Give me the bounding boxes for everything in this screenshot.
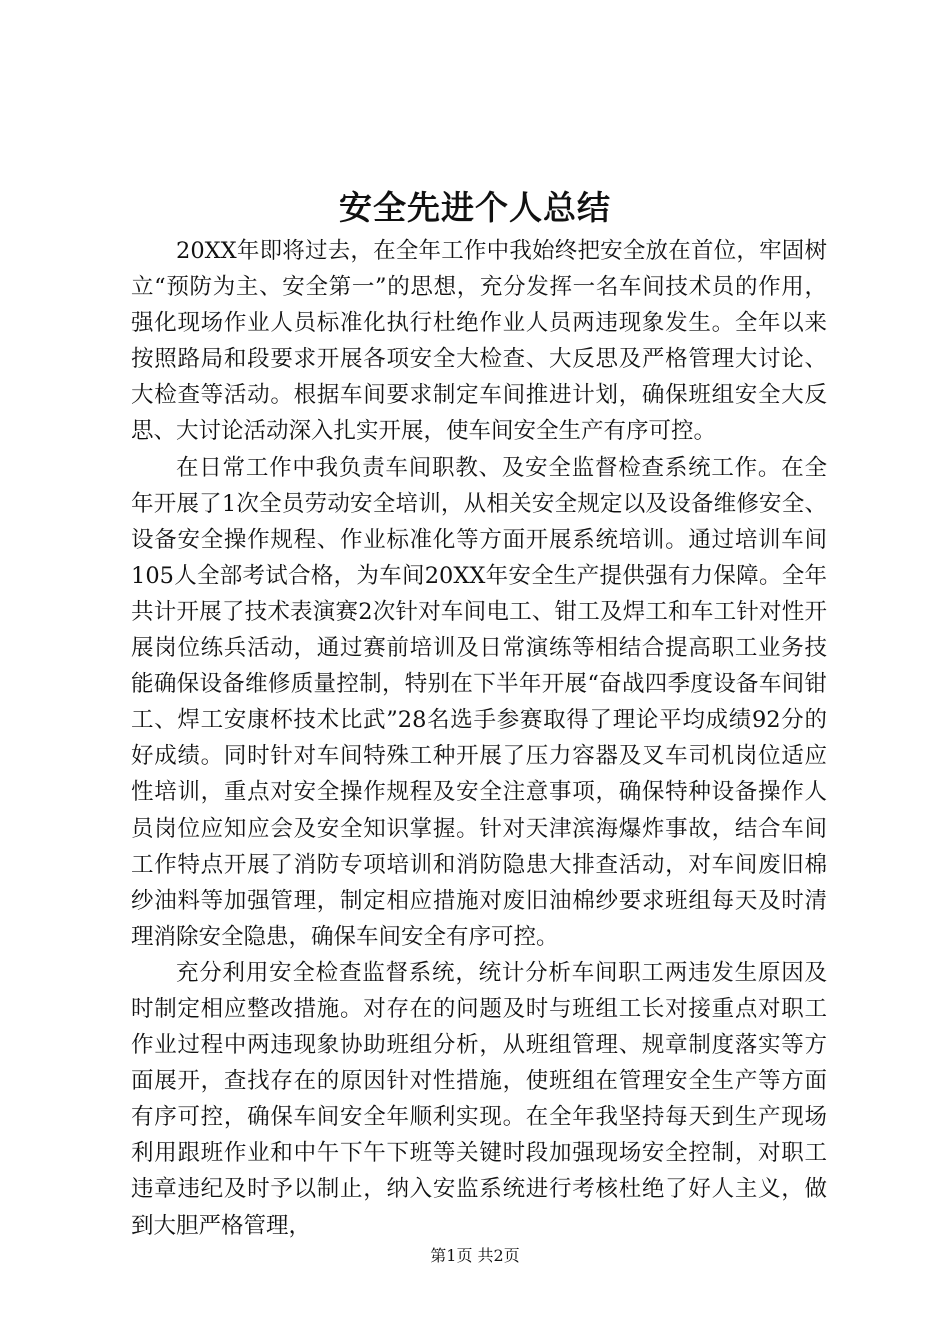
document-title: 安全先进个人总结 bbox=[339, 188, 611, 227]
page-number-footer: 第1页 共2页 bbox=[430, 1246, 520, 1265]
paragraph-3: 充分利用安全检查监督系统，统计分析车间职工两违发生原因及时制定相应整改措施。对存在的问题及时与班组工长对接重点对职工作业过程中两违现象协助班组分析，从班组管理、规章制度落实等方面展开，查找存在的原因针对性措施，使班组在管理安全生产等方面有序可控，确保车间安全年顺利实现。在全年我坚持每天到生产现场利用跟班作业和中午下午下班等关键时段加强现场安全控制，对职工违章违纪及时予以制止，纳入安监系统进行考核杜绝了好人主义，做到大胆严格管理， bbox=[131, 959, 827, 1239]
paragraph-1: 20XX年即将过去，在全年工作中我始终把安全放在首位，牢固树立“预防为主、安全第一”的思想，充分发挥一名车间技术员的作用，强化现场作业人员标准化执行杜绝作业人员两违现象发生。全年以来按照路局和段要求开展各项安全大检查、大反思及严格管理大讨论、大检查等活动。根据车间要求制定车间推进计划，确保班组安全大反思、大讨论活动深入扎实开展，使车间安全生产有序可控。 bbox=[131, 238, 827, 445]
paragraph-2: 在日常工作中我负责车间职教、及安全监督检查系统工作。在全年开展了1次全员劳动安全培训，从相关安全规定以及设备维修安全、设备安全操作规程、作业标准化等方面开展系统培训。通过培训车间105人全部考试合格，为车间20XX年安全生产提供强有力保障。全年共计开展了技术表演赛2次针对车间电工、钳工及焊工和车工针对性开展岗位练兵活动，通过赛前培训及日常演练等相结合提高职工业务技能确保设备维修质量控制，特别在下半年开展“奋战四季度设备车间钳工、焊工安康杯技术比武”28名选手参赛取得了理论平均成绩92分的好成绩。同时针对车间特殊工种开展了压力容器及叉车司机岗位适应性培训，重点对安全操作规程及安全注意事项，确保特种设备操作人员岗位应知应会及安全知识掌握。针对天津滨海爆炸事故，结合车间工作特点开展了消防专项培训和消防隐患大排查活动，对车间废旧棉纱油料等加强管理，制定相应措施对废旧油棉纱要求班组每天及时清理消除安全隐患，确保车间安全有序可控。 bbox=[131, 454, 827, 950]
document-body bbox=[131, 233, 827, 1244]
